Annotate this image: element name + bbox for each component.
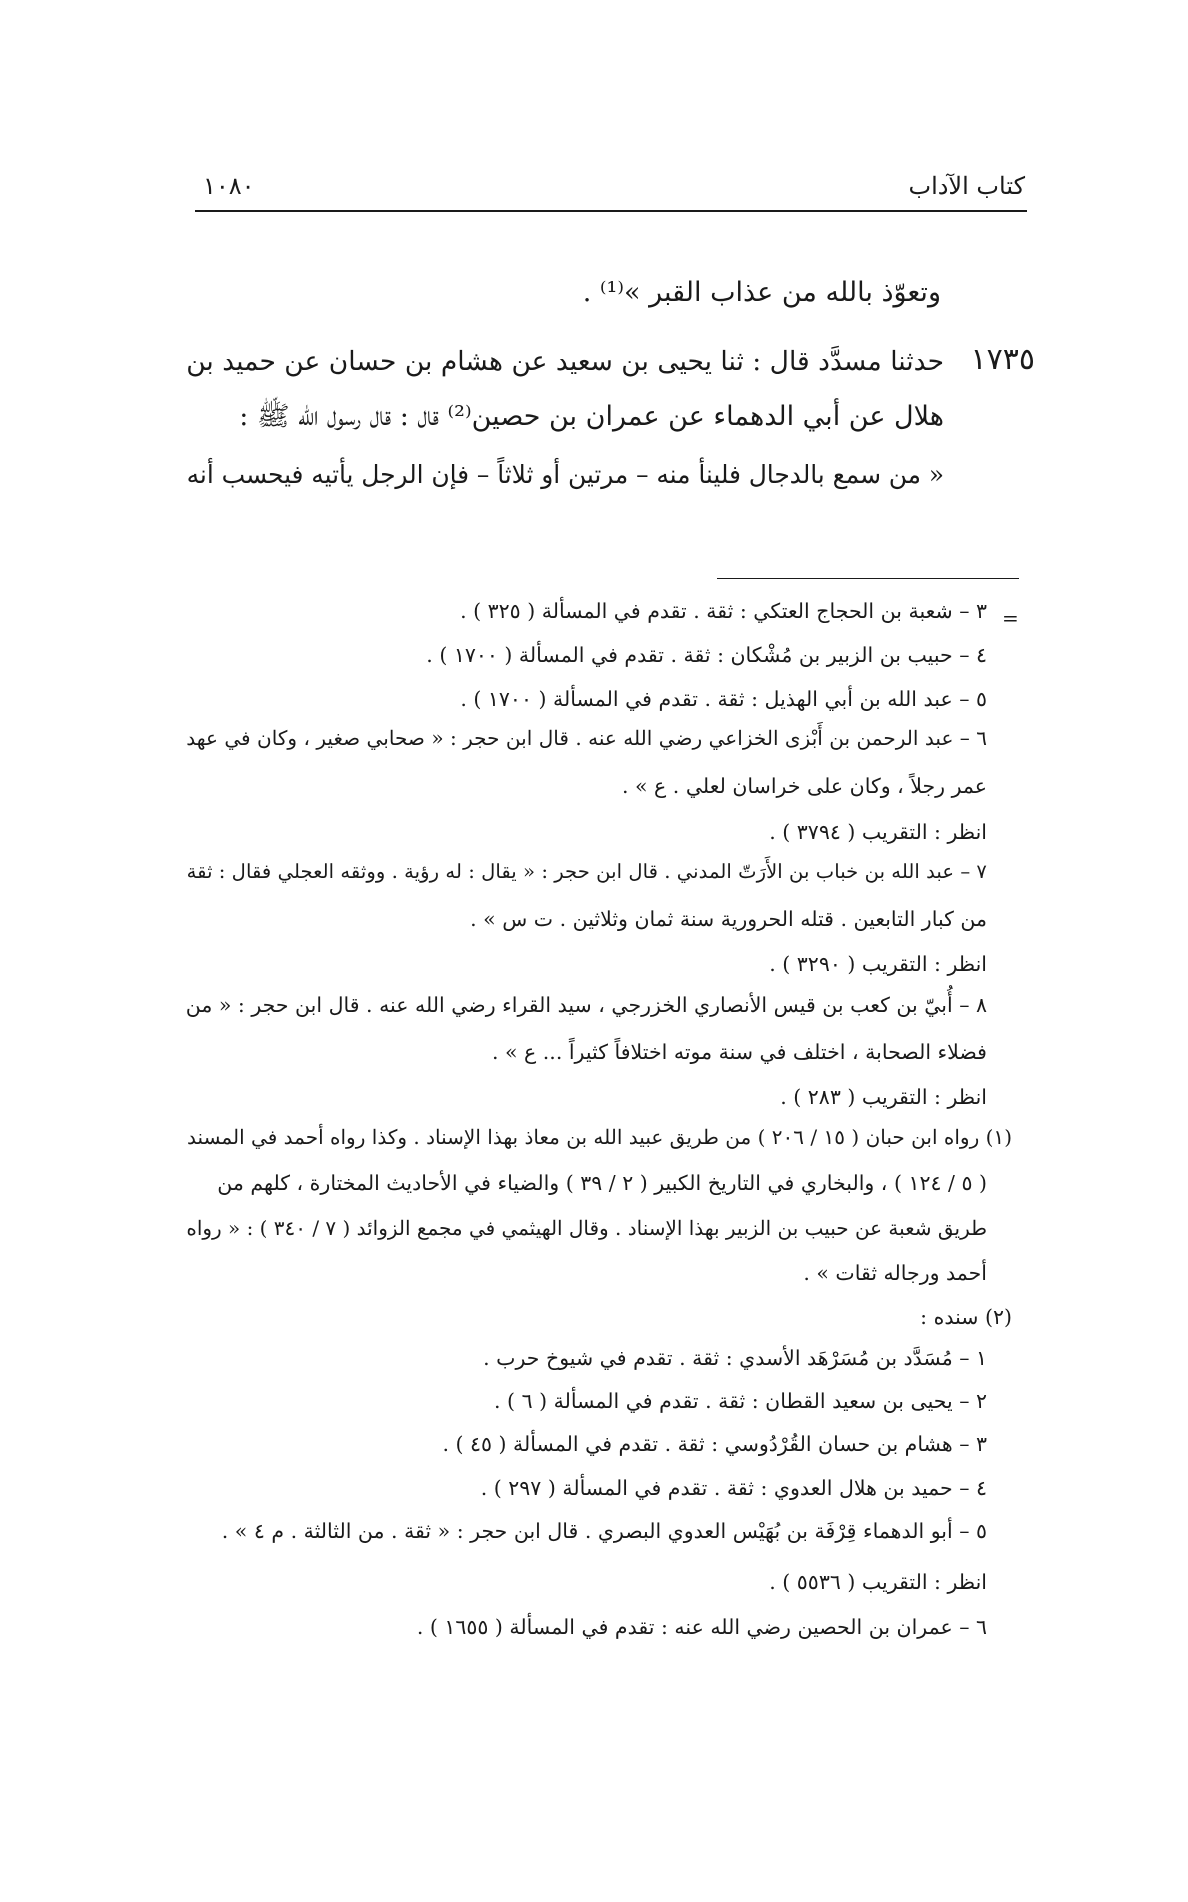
main-line: حدثنا مسدَّد قال : ثنا يحيى بن سعيد عن هشام بن حسان عن حميد بن xyxy=(186,346,944,377)
footnote-line: ٤ – حبيب بن الزبير بن مُشْكان : ثقة . تقدم في المسألة ( ١٧٠٠ ) . xyxy=(426,643,987,667)
continuation-mark: = xyxy=(1002,606,1019,630)
footnote-line: ٥ – أبو الدهماء قِرْفَة بن بُهَيْس العدوي البصري . قال ابن حجر : « ثقة . من الثالثة . م ٤ » . xyxy=(221,1519,987,1543)
footnote-line: طريق شعبة عن حبيب بن الزبير بهذا الإسناد . وقال الهيثمي في مجمع الزوائد ( ٧ / ٣٤٠ ) : « رواه xyxy=(186,1216,987,1240)
footnote-line: انظر : التقريب ( ٥٥٣٦ ) . xyxy=(769,1570,987,1594)
main-line: « من سمع بالدجال فلينأ منه – مرتين أو ثلاثاً – فإن الرجل يأتيه فيحسب أنه xyxy=(186,460,944,489)
footnote-line: ٨ – أُبيّ بن كعب بن قيس الأنصاري الخزرجي ، سيد القراء رضي الله عنه . قال ابن حجر : « من xyxy=(185,993,987,1017)
footnote-line: ١ – مُسَدَّد بن مُسَرْهَد الأسدي : ثقة . تقدم في شيوخ حرب . xyxy=(483,1346,987,1370)
footnote-line: من كبار التابعين . قتله الحرورية سنة ثمان وثلاثين . ت س » . xyxy=(470,907,987,931)
footnote-line: (٢) سنده : xyxy=(920,1305,1012,1329)
footnote-line: انظر : التقريب ( ٣٧٩٤ ) . xyxy=(769,820,987,844)
footnote-line: أحمد ورجاله ثقات » . xyxy=(803,1261,987,1285)
footnote-line: ٣ – هشام بن حسان القُرْدُوسي : ثقة . تقدم في المسألة ( ٤٥ ) . xyxy=(442,1432,987,1456)
footnote-line: ( ٥ / ١٢٤ ) ، والبخاري في التاريخ الكبير ( ٢ / ٣٩ ) والضياء في الأحاديث المختارة ، كلهم من xyxy=(217,1171,987,1195)
footnote-line: عمر رجلاً ، وكان على خراسان لعلي . ع » . xyxy=(621,774,987,798)
hadith-number: ١٧٣٥ xyxy=(970,342,1035,377)
footnote-line: ٤ – حميد بن هلال العدوي : ثقة . تقدم في المسألة ( ٢٩٧ ) . xyxy=(480,1476,987,1500)
footnote-line: ٦ – عمران بن الحصين رضي الله عنه : تقدم في المسألة ( ١٦٥٥ ) . xyxy=(416,1615,987,1639)
footnote-line: فضلاء الصحابة ، اختلف في سنة موته اختلافاً كثيراً ... ع » . xyxy=(491,1040,987,1064)
footnote-line: ٦ – عبد الرحمن بن أَبْزى الخزاعي رضي الله عنه . قال ابن حجر : « صحابي صغير ، وكان في عهد xyxy=(186,726,987,750)
footnote-line: ٣ – شعبة بن الحجاج العتكي : ثقة . تقدم في المسألة ( ٣٢٥ ) . xyxy=(460,599,987,623)
footnote-line: ٢ – يحيى بن سعيد القطان : ثقة . تقدم في المسألة ( ٦ ) . xyxy=(494,1389,987,1413)
footnote-line: ٧ – عبد الله بن خباب بن الأَرَتّ المدني . قال ابن حجر : « يقال : له رؤية . ووثقه العجلي فقال : ثقة xyxy=(186,860,987,883)
running-header-title: كتاب الآداب xyxy=(908,172,1025,200)
header-rule xyxy=(195,210,1027,212)
footnote-line: انظر : التقريب ( ٣٢٩٠ ) . xyxy=(769,952,987,976)
main-line: هلال عن أبي الدهماء عن عمران بن حصين⁽²⁾ قال : قال رسول الله ﷺ : xyxy=(239,401,944,432)
page-number: ١٠٨٠ xyxy=(203,172,255,200)
footnote-line: (١) رواه ابن حبان ( ١٥ / ٢٠٦ ) من طريق عبيد الله بن معاذ بهذا الإسناد . وكذا رواه أحمد في المسند xyxy=(187,1125,1012,1149)
footnote-line: ٥ – عبد الله بن أبي الهذيل : ثقة . تقدم في المسألة ( ١٧٠٠ ) . xyxy=(460,687,987,711)
footnote-line: انظر : التقريب ( ٢٨٣ ) . xyxy=(780,1085,987,1109)
footnote-separator xyxy=(717,578,1019,579)
main-line: وتعوّذ بالله من عذاب القبر »⁽¹⁾ . xyxy=(582,277,941,308)
